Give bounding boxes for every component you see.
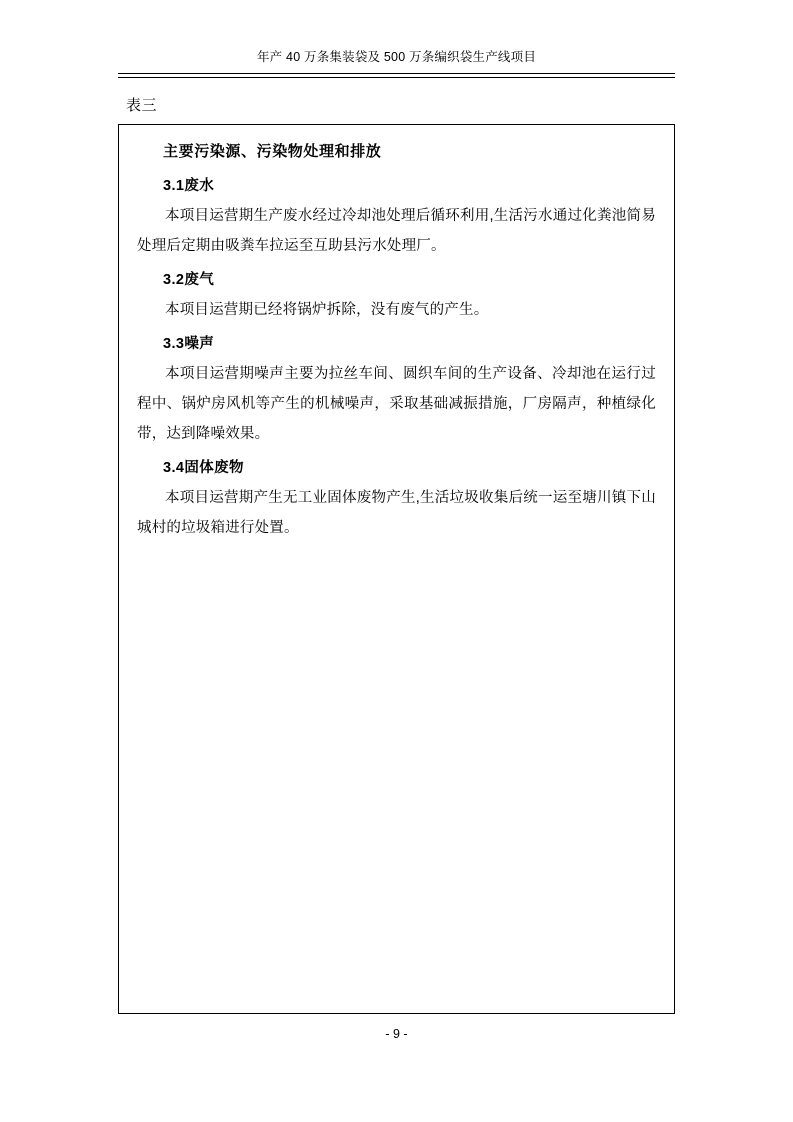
subsection-heading-waste-gas: 3.2废气 <box>163 272 215 288</box>
page-footer <box>0 1027 793 1041</box>
subsection-heading-wastewater: 3.1废水 <box>163 178 215 194</box>
subsection-heading-solid-waste: 3.4固体废物 <box>163 460 244 476</box>
header-divider-bottom <box>118 77 675 78</box>
subsection-paragraph-waste-gas: 本项目运营期已经将锅炉拆除，没有废气的产生。 <box>165 302 489 318</box>
content-box <box>118 124 675 1014</box>
subsection-paragraph-solid-waste: 本项目运营期产生无工业固体废物产生,生活垃圾收集后统一运至塘川镇下山城村的垃圾箱进行处置。 <box>137 490 656 536</box>
page-number: - 9 - <box>385 1027 408 1041</box>
header-divider-top <box>118 73 675 74</box>
section-title: 主要污染源、污染物处理和排放 <box>163 143 382 160</box>
subsection-paragraph-wastewater: 本项目运营期生产废水经过冷却池处理后循环利用,生活污水通过化粪池简易处理后定期由吸粪车拉运至互助县污水处理厂。 <box>137 208 656 254</box>
subsection-heading-noise: 3.3噪声 <box>163 336 215 352</box>
page-header <box>118 48 675 66</box>
table-label: 表三 <box>126 97 158 114</box>
subsection-paragraph-noise: 本项目运营期噪声主要为拉丝车间、圆织车间的生产设备、冷却池在运行过程中、锅炉房风机等产生的机械噪声，采取基础减振措施，厂房隔声，种植绿化带，达到降噪效果。 <box>137 366 656 442</box>
header-title: 年产 40 万条集装袋及 500 万条编织袋生产线项目 <box>256 50 537 64</box>
